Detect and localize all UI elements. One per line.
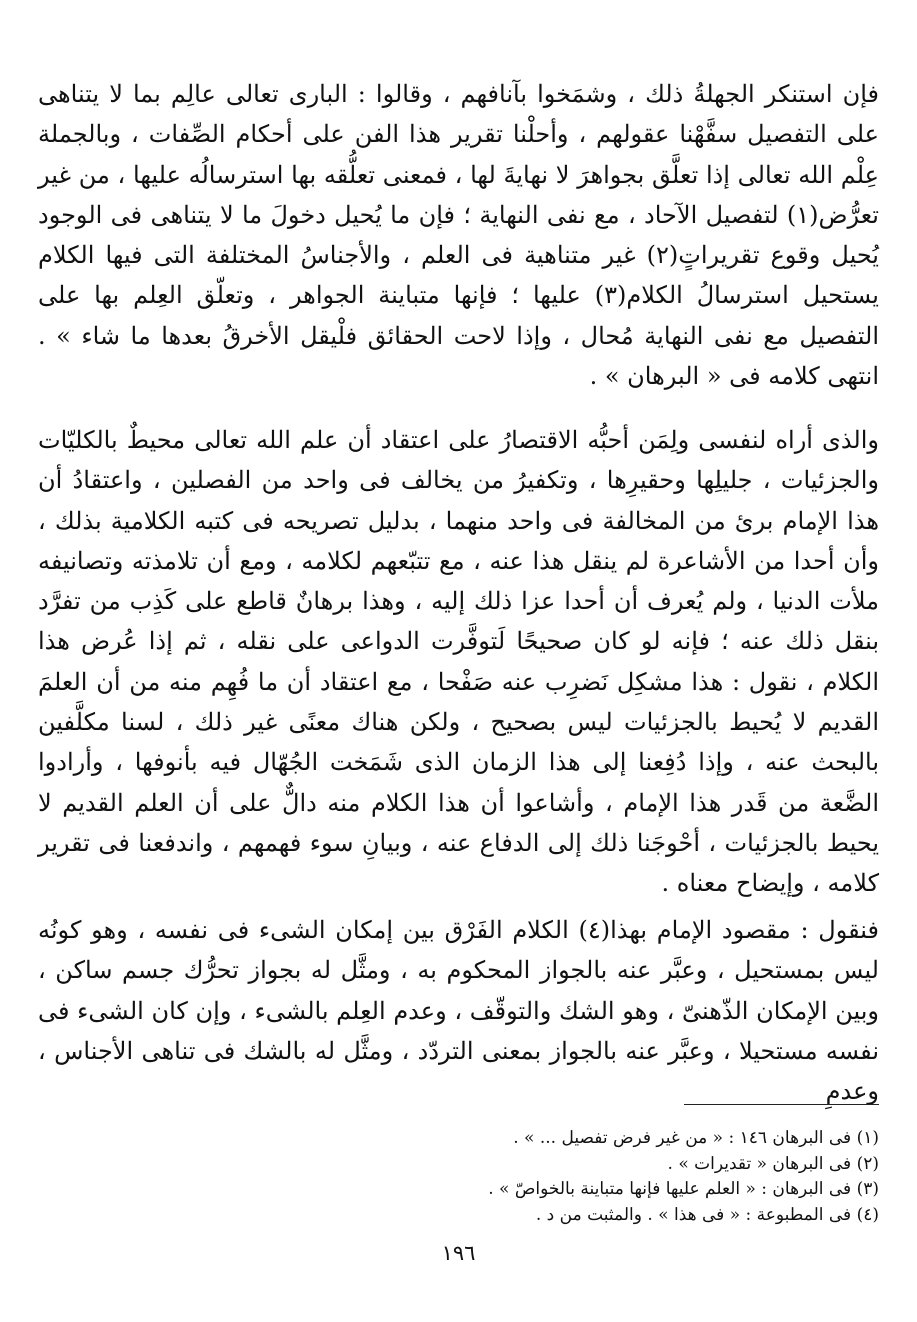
paragraph-1: فإن استنكر الجهلةُ ذلك ، وشمَخوا بآنافهم ، وقالوا : البارى تعالى عالِم بما لا يتناهى على التفصيل سفَّهْنا عقولهم ، وأحلْنا تقرير هذا الفن على أحكام الصِّفات ، وبالجملة عِلْم الله تعالى إذا تعلَّق بجواهرَ لا نهايةَ لها ، فمعنى تعلُّقه بها استرسالُه عليها ، من غير تعرُّض(١) لتفصيل الآحاد ، مع نفى النهاية ؛ فإن ما يُحيل دخولَ ما لا يتناهى فى الوجود يُحيل وقوع تقريراتٍ(٢) غير متناهية فى العلم ، والأجناسُ المختلفة التى فيها الكلام يستحيل استرسالُ الكلام(٣) عليها ؛ فإنها متباينة الجواهر ، وتعلّق العِلم بها على التفصيل مع نفى النهاية مُحال ، وإذا لاحت الحقائق فلْيقل الأخرقُ بعدها ما شاء » . انتهى كلامه فى « البرهان » .: [38, 80, 880, 391]
paragraph-2: والذى أراه لنفسى ولِمَن أحبُّه الاقتصارُ على اعتقاد أن علم الله تعالى محيطٌ بالكليّات والجزئيات ، جليلِها وحقيرِها ، وتكفيرُ من يخالف فى واحد من الفصلين ، واعتقادُ أن هذا الإمام برئ من المخالفة فى واحد منهما ، بدليل تصريحه فى كتبه الكلامية بذلك ، وأن أحدا من الأشاعرة لم ينقل هذا عنه ، مع تتبّعهم لكلامه ، ومع أن تلامذته وتصانيفه ملأت الدنيا ، ولم يُعرف أن أحدا عزا ذلك إليه ، وهذا برهانٌ قاطع على كَذِب من تفرَّد بنقل ذلك عنه ؛ فإنه لو كان صحيحًا لَتوفَّرت الدواعى على نقله ، ثم إذا عُرض هذا الكلام ، نقول : هذا مشكِل نَضرِب عنه صَفْحا ، مع اعتقاد أن ما فُهِم منه من أن العلمَ القديم لا يُحيط بالجزئيات ليس بصحيح ، ولكن هناك معنًى غير ذلك ، لسنا مكلَّفين بالبحث عنه ، وإذا دُفِعنا إلى هذا الزمان الذى شَمَخت الجُهّال فيه بأنوفها ، وأرادوا الضَّعة من قَدر هذا الإمام ، وأشاعوا أن هذا الكلام منه دالٌّ على أن العلم القديم لا يحيط بالجزئيات ، أحْوجَنا ذلك إلى الدفاع عنه ، وبيانِ سوء فهمهم ، واندفعنا فى تقرير كلامه ، وإيضاح معناه .: [38, 426, 880, 898]
footnote-4: (٤) فى المطبوعة : « فى هذا » . والمثبت من د .: [535, 1204, 879, 1225]
page-number: ١٩٦: [441, 1241, 476, 1265]
footnote-3: (٣) فى البرهان : « العلم عليها فإنها متباينة بالخواصّ » .: [488, 1179, 879, 1199]
footnote-2: (٢) فى البرهان « تقديرات » .: [667, 1153, 879, 1174]
footnote-divider: [684, 1104, 879, 1105]
footnotes: [200, 1126, 879, 1228]
paragraph-3: فنقول : مقصود الإمام بهذا(٤) الكلام الفَرْق بين إمكان الشىء فى نفسه ، وهو كونُه ليس بمستحيل ، وعبَّر عنه بالجواز المحكوم به ، ومثَّل له بجواز تحرُّك جسم ساكن ، وبين الإمكان الذّهنىّ ، وهو الشك والتوقّف ، وعدم العِلم بالشىء ، وإن كان الشىء فى نفسه مستحيلا ، وعبَّر عنه بالجواز بمعنى التردّد ، ومثَّل له بالشك فى تناهى الأجناس ، وعدمِ: [38, 916, 879, 1106]
footnote-1: (١) فى البرهان ١٤٦ : « من غير فرض تفصيل ... » .: [513, 1128, 879, 1148]
